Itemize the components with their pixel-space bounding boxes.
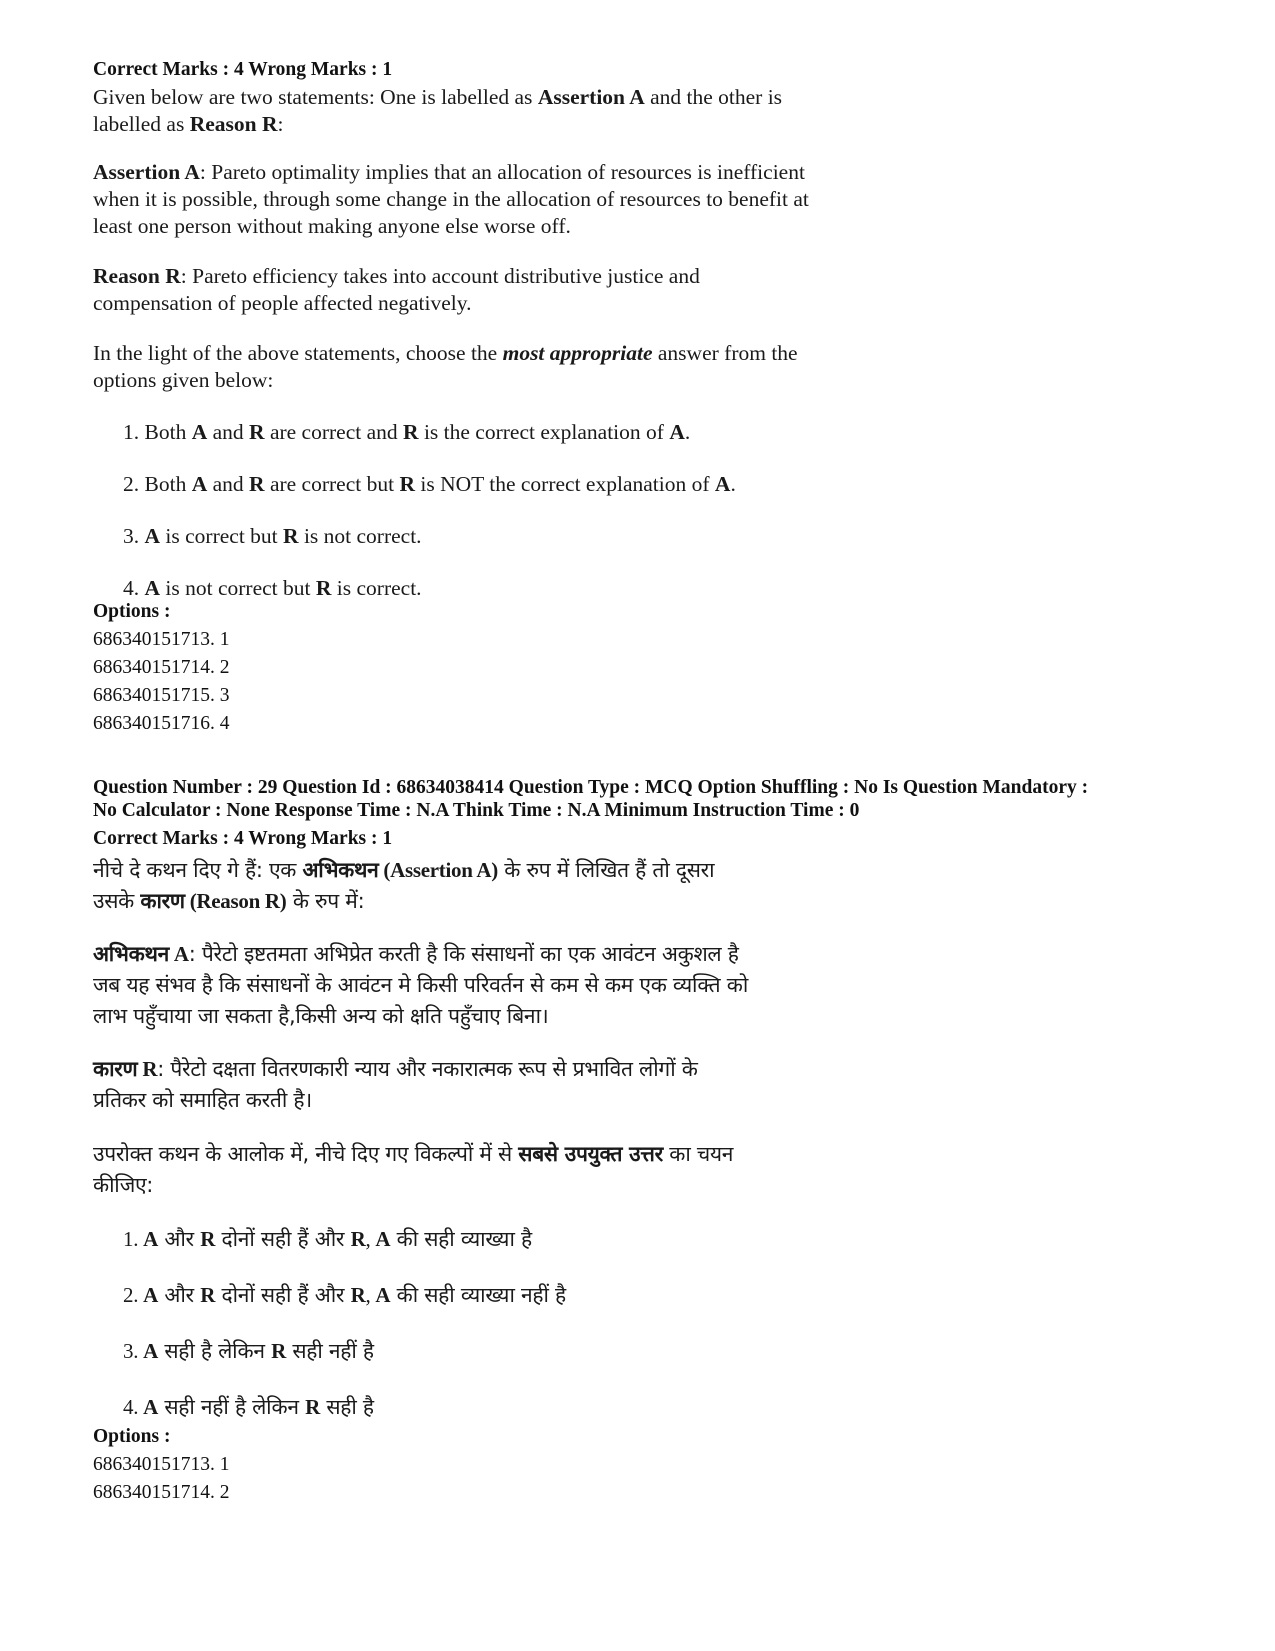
q29-choose-line-1 <box>93 1139 733 1170</box>
q28-intro-line-2 <box>93 110 284 138</box>
q28-choose-text: answer from the <box>652 341 798 365</box>
q29-choice-3 <box>123 1337 374 1365</box>
q29-choose-text: का चयन <box>662 1142 734 1166</box>
q29-intro-assertion-en: (Assertion A) <box>378 858 498 882</box>
choice-text: दोनों सही हैं और <box>215 1283 351 1307</box>
choice-text: सही है लेकिन <box>157 1339 272 1363</box>
choice-text: 4. <box>123 1395 144 1419</box>
choice-term: A <box>144 576 161 600</box>
q29-intro-text: के रुप में लिखित हैं तो दूसरा <box>497 858 715 882</box>
q29-intro-reason-en: (Reason R) <box>184 889 287 913</box>
q28-option-id: 686340151715. 3 <box>93 685 230 706</box>
q28-choose-text: In the light of the above statements, choose the <box>93 341 503 365</box>
choice-text: 1. Both <box>123 420 192 444</box>
choice-text: 2. <box>123 1283 144 1307</box>
choice-term: R <box>403 420 419 444</box>
q29-header-line-2: No Calculator : None Response Time : N.A Think Time : N.A Minimum Instruction Time : 0 <box>93 800 860 821</box>
choice-text: is correct but <box>160 524 284 548</box>
choice-term: A <box>669 420 685 444</box>
choice-text: . <box>684 420 691 444</box>
choice-term: R <box>350 1227 366 1251</box>
q28-marks: Correct Marks : 4 Wrong Marks : 1 <box>93 59 393 80</box>
q29-assertion-line-1 <box>93 939 739 970</box>
q28-reason-text: : Pareto efficiency takes into account distributive justice and <box>180 264 700 288</box>
choice-text: 1. <box>123 1227 144 1251</box>
q28-reason-line-1 <box>93 262 700 290</box>
choice-term: R <box>315 576 332 600</box>
q29-reason-text: : पैरेटो दक्षता वितरणकारी न्याय और नकारात्मक रूप से प्रभावित लोगों के <box>157 1057 698 1081</box>
choice-term: A <box>143 1339 158 1363</box>
q29-assertion-line-2: जब यह संभव है कि संसाधनों के आवंटन मे किसी परिवर्तन से कम से कम एक व्यक्ति को <box>93 973 748 997</box>
q28-reason-line-2: compensation of people affected negatively. <box>93 291 472 315</box>
q28-intro-text: labelled as <box>93 112 190 136</box>
choice-text: is not correct. <box>298 524 422 548</box>
choice-text: are correct but <box>264 472 400 496</box>
choice-term: A <box>143 1283 158 1307</box>
q29-marks: Correct Marks : 4 Wrong Marks : 1 <box>93 828 393 849</box>
q29-intro-line-1 <box>93 855 714 886</box>
choice-term: R <box>399 472 415 496</box>
choice-term: A <box>375 1227 391 1251</box>
choice-term: R <box>350 1283 366 1307</box>
q29-choice-2 <box>123 1281 566 1309</box>
choice-text: is not correct but <box>160 576 316 600</box>
q28-assertion-text: : Pareto optimality implies that an allocation of resources is inefficient <box>199 160 805 184</box>
q29-choice-1 <box>123 1225 532 1253</box>
q29-options-label: Options : <box>93 1426 171 1447</box>
choice-text: 3. <box>123 1339 144 1363</box>
choice-text: are correct and <box>264 420 404 444</box>
choice-text: 2. Both <box>123 472 192 496</box>
choice-term: A <box>714 472 731 496</box>
choice-text: की सही व्याख्या है <box>390 1227 532 1251</box>
q28-intro-text: and the other is <box>644 85 783 109</box>
q29-option-id: 686340151713. 1 <box>93 1454 230 1475</box>
choice-text: और <box>157 1227 201 1251</box>
choice-term: A <box>375 1283 391 1307</box>
choice-text: 4. <box>123 576 145 600</box>
choice-text: is the correct explanation of <box>418 420 670 444</box>
q28-choice-3 <box>123 522 422 550</box>
q29-intro-text: नीचे दे कथन दिए गे हैं: एक <box>93 858 303 882</box>
q29-choose-text: उपरोक्त कथन के आलोक में, नीचे दिए गए विकल्पों में से <box>93 1142 519 1166</box>
choice-text: , <box>365 1227 376 1251</box>
q29-reason-label: कारण <box>93 1057 138 1081</box>
choice-text: , <box>365 1283 376 1307</box>
q29-intro-text: उसके <box>93 889 141 913</box>
q28-intro-reason-term: Reason R <box>189 112 278 136</box>
q28-assertion-label: Assertion A <box>93 160 200 184</box>
q29-assertion-text: : पैरेटो इष्टतमता अभिप्रेत करती है कि संसाधनों का एक आवंटन अकुशल है <box>188 942 739 966</box>
choice-term: R <box>305 1395 320 1419</box>
q28-option-id: 686340151716. 4 <box>93 713 230 734</box>
q28-reason-label: Reason R <box>93 264 181 288</box>
q29-assertion-label-letter: A <box>168 942 189 966</box>
q29-assertion-label: अभिकथन <box>93 942 169 966</box>
choice-term: R <box>200 1283 216 1307</box>
q28-assertion-line-3: least one person without making anyone else worse off. <box>93 214 571 238</box>
q28-intro-assertion-term: Assertion A <box>537 85 645 109</box>
q28-choose-line-1 <box>93 339 798 367</box>
choice-term: A <box>191 420 208 444</box>
q29-intro-assertion-term: अभिकथन <box>302 858 379 882</box>
choice-text: सही नहीं है लेकिन <box>157 1395 306 1419</box>
q29-header-line-1: Question Number : 29 Question Id : 68634038414 Question Type : MCQ Option Shuffling : No Is Question Mandatory : <box>93 777 1089 798</box>
q28-choice-1 <box>123 418 690 446</box>
choice-term: A <box>143 1395 158 1419</box>
choice-text: is NOT the correct explanation of <box>414 472 715 496</box>
choice-text: and <box>207 420 250 444</box>
choice-term: A <box>144 524 161 548</box>
q28-assertion-line-2: when it is possible, through some change in the allocation of resources to benefit at <box>93 187 809 211</box>
q29-choose-emphasis: सबसे उपयुक्त उत्तर <box>518 1142 663 1166</box>
q29-intro-text: के रुप में: <box>286 889 365 913</box>
choice-text: की सही व्याख्या नहीं है <box>390 1283 566 1307</box>
q28-choose-emphasis: most appropriate <box>502 341 653 365</box>
q29-intro-line-2 <box>93 886 364 917</box>
q29-option-id: 686340151714. 2 <box>93 1482 230 1503</box>
q28-options-label: Options : <box>93 601 171 622</box>
choice-text: . <box>730 472 736 496</box>
choice-text: और <box>157 1283 201 1307</box>
q29-reason-label-letter: R <box>137 1057 158 1081</box>
choice-term: A <box>191 472 208 496</box>
choice-term: R <box>249 472 265 496</box>
choice-text: सही नहीं है <box>285 1339 374 1363</box>
choice-text: दोनों सही हैं और <box>215 1227 351 1251</box>
choice-term: A <box>143 1227 158 1251</box>
q29-intro-reason-term: कारण <box>140 889 185 913</box>
q29-reason-line-2: प्रतिकर को समाहित करती है। <box>93 1088 312 1112</box>
q28-option-id: 686340151714. 2 <box>93 657 230 678</box>
q28-choice-4 <box>123 574 422 602</box>
choice-term: R <box>249 420 265 444</box>
choice-term: R <box>200 1227 216 1251</box>
q29-choice-4 <box>123 1393 374 1421</box>
q28-assertion-line-1 <box>93 158 805 186</box>
choice-text: सही है <box>319 1395 374 1419</box>
q28-option-id: 686340151713. 1 <box>93 629 230 650</box>
choice-text: 3. <box>123 524 145 548</box>
q28-intro-line-1 <box>93 83 782 111</box>
q29-reason-line-1 <box>93 1054 698 1085</box>
q28-intro-text: Given below are two statements: One is labelled as <box>93 85 538 109</box>
choice-text: and <box>207 472 250 496</box>
choice-term: R <box>283 524 299 548</box>
q29-choose-line-2: कीजिए: <box>93 1173 154 1197</box>
choice-text: is correct. <box>331 576 422 600</box>
q28-intro-text: : <box>277 112 284 136</box>
q28-choose-line-2: options given below: <box>93 368 274 392</box>
q29-assertion-line-3: लाभ पहुँचाया जा सकता है,किसी अन्य को क्षति पहुँचाए बिना। <box>93 1004 549 1028</box>
q28-choice-2 <box>123 470 736 498</box>
choice-term: R <box>271 1339 286 1363</box>
